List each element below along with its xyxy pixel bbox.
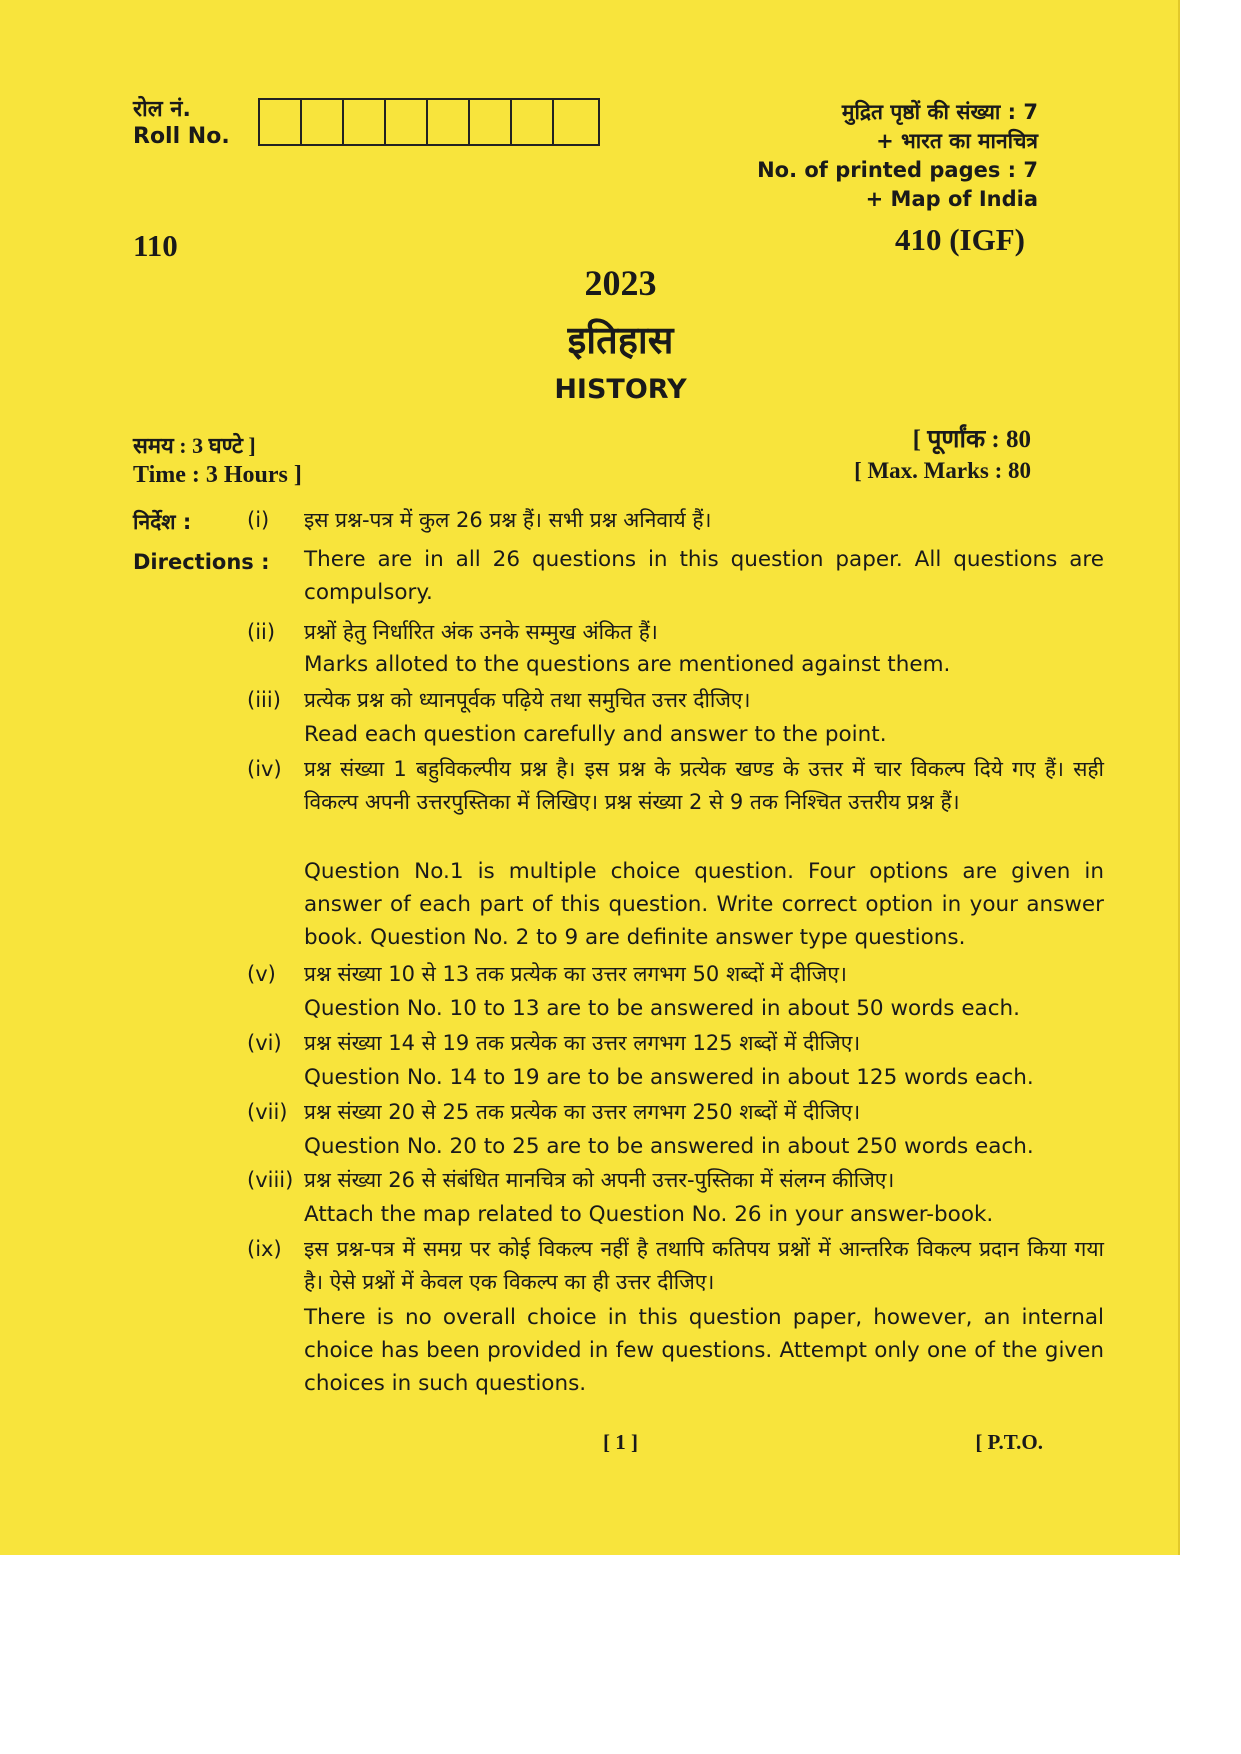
direction-text-english: Question No. 20 to 25 are to be answered in about 250 words each. bbox=[304, 1134, 1034, 1159]
direction-text-english: Marks alloted to the questions are mentioned against them. bbox=[304, 652, 951, 677]
roll-digit-box[interactable] bbox=[470, 100, 512, 144]
printed-pages-info bbox=[757, 98, 1038, 214]
roll-digit-box[interactable] bbox=[260, 100, 302, 144]
time-hindi: समय : 3 घण्टे ] bbox=[133, 433, 256, 458]
roll-label-hindi: रोल नं. bbox=[133, 97, 191, 122]
roll-label-english: Roll No. bbox=[133, 124, 230, 149]
please-turn-over: [ P.T.O. bbox=[975, 1430, 1043, 1454]
direction-number: (i) bbox=[247, 508, 270, 532]
max-marks-english: [ Max. Marks : 80 bbox=[854, 458, 1031, 483]
roll-digit-box[interactable] bbox=[554, 100, 598, 144]
direction-number: (viii) bbox=[247, 1168, 294, 1192]
roll-number-boxes[interactable] bbox=[258, 98, 600, 146]
direction-number: (ix) bbox=[247, 1237, 282, 1261]
direction-text-english: Attach the map related to Question No. 26 in your answer-book. bbox=[304, 1202, 994, 1227]
direction-text-hindi: प्रश्नों हेतु निर्धारित अंक उनके सम्मुख अंकित हैं। bbox=[304, 620, 658, 644]
max-marks-hindi: [ पूर्णांक : 80 bbox=[912, 426, 1031, 453]
map-line-hindi: + भारत का मानचित्र bbox=[876, 129, 1038, 153]
direction-text-english: Question No. 10 to 13 are to be answered in about 50 words each. bbox=[304, 996, 1021, 1021]
direction-number: (iii) bbox=[247, 688, 281, 712]
time-english: Time : 3 Hours ] bbox=[133, 462, 302, 488]
roll-digit-box[interactable] bbox=[386, 100, 428, 144]
direction-text-hindi: प्रश्न संख्या 26 से संबंधित मानचित्र को अपनी उत्तर-पुस्तिका में संलग्न कीजिए। bbox=[304, 1168, 895, 1192]
paper-code-left: 110 bbox=[133, 228, 178, 263]
direction-text-hindi: इस प्रश्न-पत्र में कुल 26 प्रश्न हैं। सभी प्रश्न अनिवार्य हैं। bbox=[304, 508, 712, 532]
roll-digit-box[interactable] bbox=[512, 100, 554, 144]
direction-text-english: There are in all 26 questions in this question paper. All questions are compulsory. bbox=[304, 547, 1104, 605]
directions-label-hindi: निर्देश : bbox=[133, 510, 192, 534]
direction-text-hindi: इस प्रश्न-पत्र में समग्र पर कोई विकल्प नहीं है तथापि कतिपय प्रश्नों में आन्तरिक विकल्प प्रदान किया गया है। ऐसे प्रश्नों में केवल एक विकल्प का ही उत्तर दीजिए। bbox=[304, 1237, 1104, 1294]
direction-text-hindi: प्रश्न संख्या 1 बहुविकल्पीय प्रश्न है। इस प्रश्न के प्रत्येक खण्ड के उत्तर में चार विकल्प दिये गए हैं। सही विकल्प अपनी उत्तरपुस्तिका में लिखिए। प्रश्न संख्या 2 से 9 तक निश्चित उत्तरीय प्रश्न हैं। bbox=[304, 757, 1104, 814]
pages-line-hindi: मुद्रित पृष्ठों की संख्या : 7 bbox=[841, 100, 1038, 124]
direction-number: (iv) bbox=[247, 757, 282, 781]
roll-digit-box[interactable] bbox=[428, 100, 470, 144]
directions-label-english: Directions : bbox=[133, 550, 270, 574]
direction-number: (vii) bbox=[247, 1100, 288, 1124]
pages-line-english: No. of printed pages : 7 bbox=[757, 158, 1038, 182]
direction-text-hindi: प्रश्न संख्या 20 से 25 तक प्रत्येक का उत्तर लगभग 250 शब्दों में दीजिए। bbox=[304, 1100, 861, 1124]
direction-text-english: Question No.1 is multiple choice question. Four options are given in answer of each part of this question. Write correct option in your answer book. Question No. 2 to 9 are definite answer type questions. bbox=[304, 859, 1104, 950]
direction-number: (ii) bbox=[247, 620, 276, 644]
direction-number: (v) bbox=[247, 962, 276, 986]
paper-code-right: 410 (IGF) bbox=[894, 222, 1025, 257]
roll-digit-box[interactable] bbox=[344, 100, 386, 144]
direction-text-english: Read each question carefully and answer to the point. bbox=[304, 722, 887, 747]
map-line-english: + Map of India bbox=[865, 187, 1038, 211]
direction-text-hindi: प्रत्येक प्रश्न को ध्यानपूर्वक पढ़िये तथा समुचित उत्तर दीजिए। bbox=[304, 688, 751, 712]
page-number: [ 1 ] bbox=[603, 1430, 638, 1454]
direction-text-english: There is no overall choice in this question paper, however, an internal choice has been provided in few questions. Attempt only one of the given choices in such questions. bbox=[304, 1305, 1104, 1396]
direction-text-hindi: प्रश्न संख्या 10 से 13 तक प्रत्येक का उत्तर लगभग 50 शब्दों में दीजिए। bbox=[304, 962, 847, 986]
subject-hindi: इतिहास bbox=[567, 318, 674, 362]
exam-year: 2023 bbox=[584, 263, 657, 303]
direction-text-hindi: प्रश्न संख्या 14 से 19 तक प्रत्येक का उत्तर लगभग 125 शब्दों में दीजिए। bbox=[304, 1031, 861, 1055]
direction-number: (vi) bbox=[247, 1031, 282, 1055]
direction-text-english: Question No. 14 to 19 are to be answered in about 125 words each. bbox=[304, 1065, 1034, 1090]
subject-english: HISTORY bbox=[554, 374, 687, 405]
roll-digit-box[interactable] bbox=[302, 100, 344, 144]
